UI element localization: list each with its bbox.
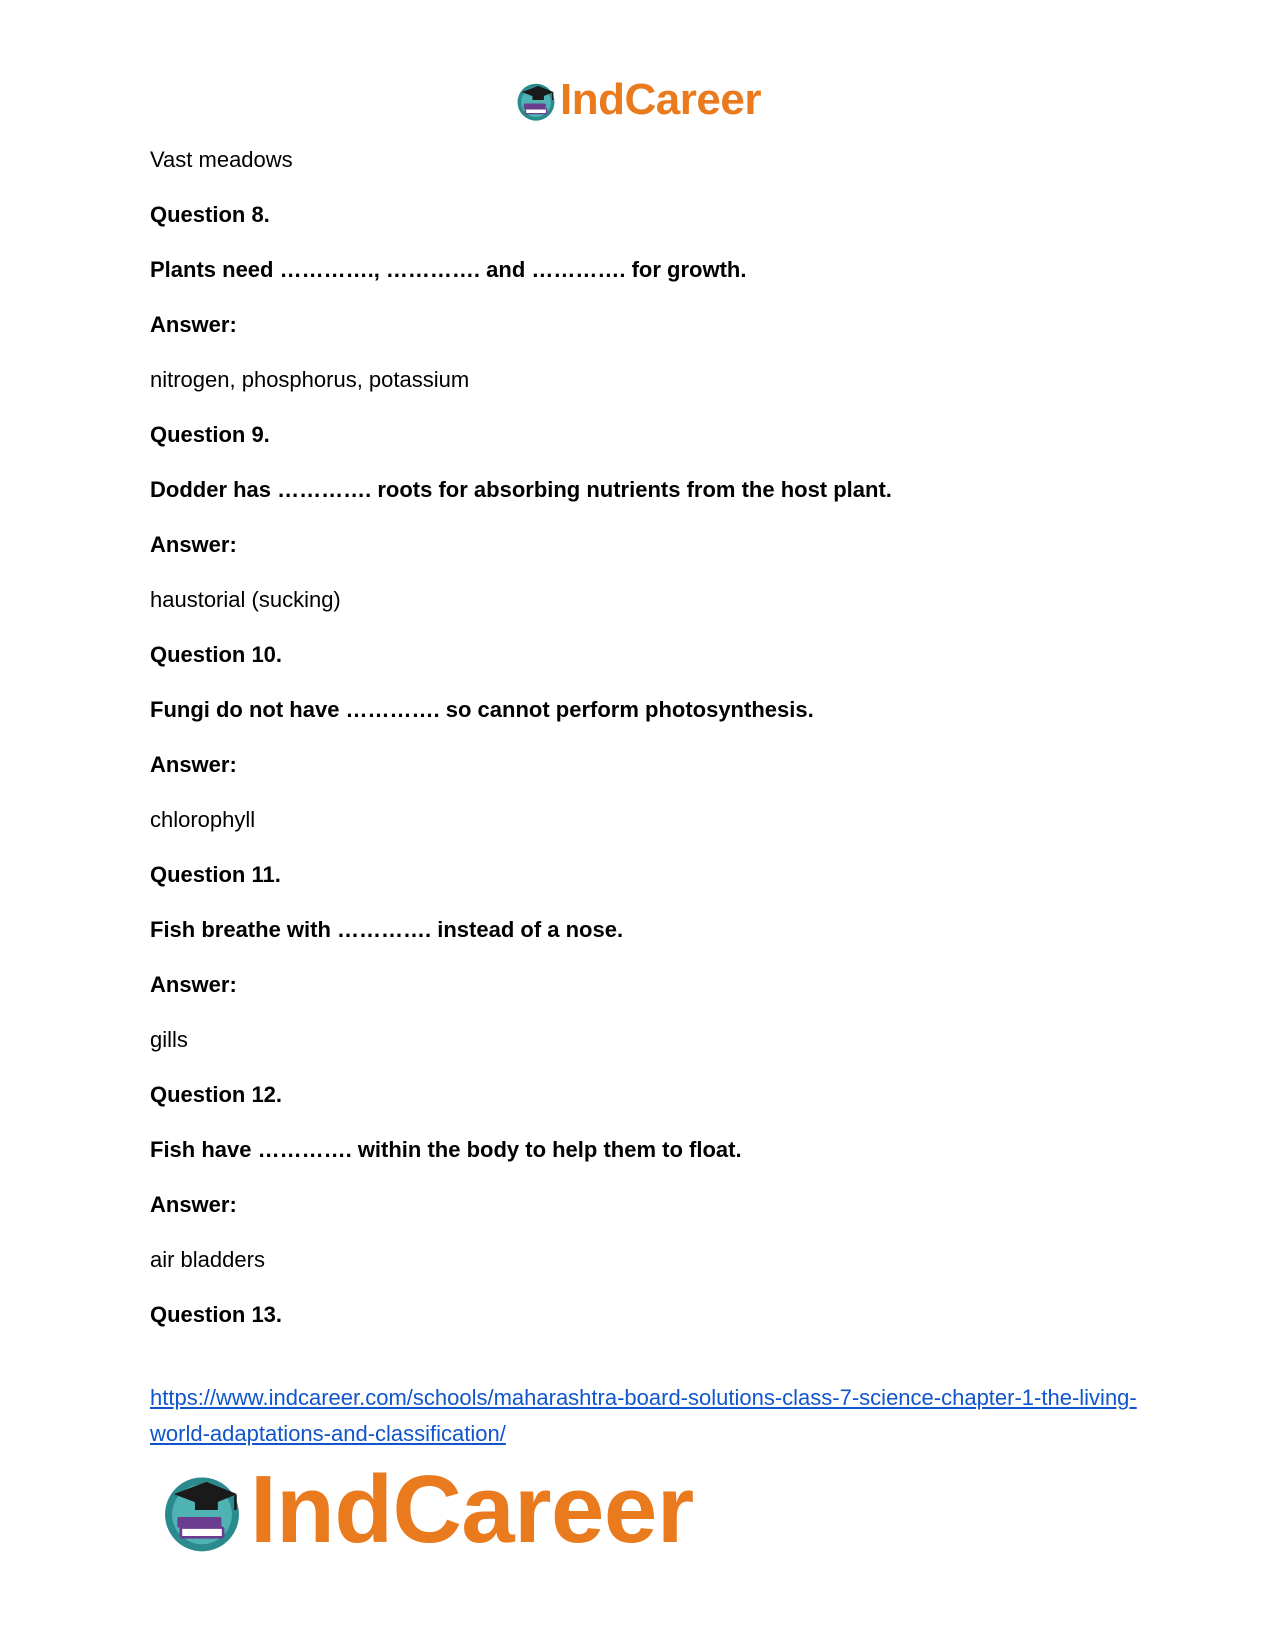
answer-text: Vast meadows: [150, 147, 293, 172]
answer-text: nitrogen, phosphorus, potassium: [150, 367, 470, 392]
question-heading: Question 8.: [150, 202, 270, 227]
graduation-cap-book-globe-icon: [158, 1466, 246, 1554]
brand-name: IndCareer: [250, 1456, 694, 1563]
answer-text: chlorophyll: [150, 807, 256, 832]
source-url-link[interactable]: https://www.indcareer.com/schools/maharashtra-board-solutions-class-7-science-chapter-1-the-living-world-adaptations-and-classification/: [150, 1385, 1137, 1446]
question-heading: Question 11.: [150, 862, 281, 887]
answer-text: haustorial (sucking): [150, 587, 341, 612]
brand-logo: [514, 75, 761, 124]
graduation-cap-book-globe-icon: [514, 78, 558, 122]
footer-logo: [158, 1456, 694, 1563]
question-heading: Question 10.: [150, 642, 283, 667]
brand-name: IndCareer: [560, 75, 761, 124]
question-text: Plants need …………., …………. and …………. for growth.: [150, 257, 747, 282]
answer-label: Answer:: [150, 972, 237, 997]
answer-label: Answer:: [150, 752, 237, 777]
question-text: Fish breathe with …………. instead of a nose.: [150, 917, 624, 942]
answer-label: Answer:: [150, 1192, 237, 1217]
answer-text: air bladders: [150, 1247, 265, 1272]
answer-text: gills: [150, 1027, 188, 1052]
header-logo: [0, 75, 1275, 124]
question-text: Fish have …………. within the body to help them to float.: [150, 1137, 742, 1162]
question-text: Fungi do not have …………. so cannot perform photosynthesis.: [150, 697, 814, 722]
question-text: Dodder has …………. roots for absorbing nutrients from the host plant.: [150, 477, 892, 502]
answer-label: Answer:: [150, 532, 237, 557]
question-heading: Question 9.: [150, 422, 270, 447]
question-heading: Question 13.: [150, 1302, 283, 1327]
document-body: [150, 145, 1150, 1355]
brand-logo: [158, 1456, 694, 1563]
answer-label: Answer:: [150, 312, 237, 337]
question-heading: Question 12.: [150, 1082, 283, 1107]
